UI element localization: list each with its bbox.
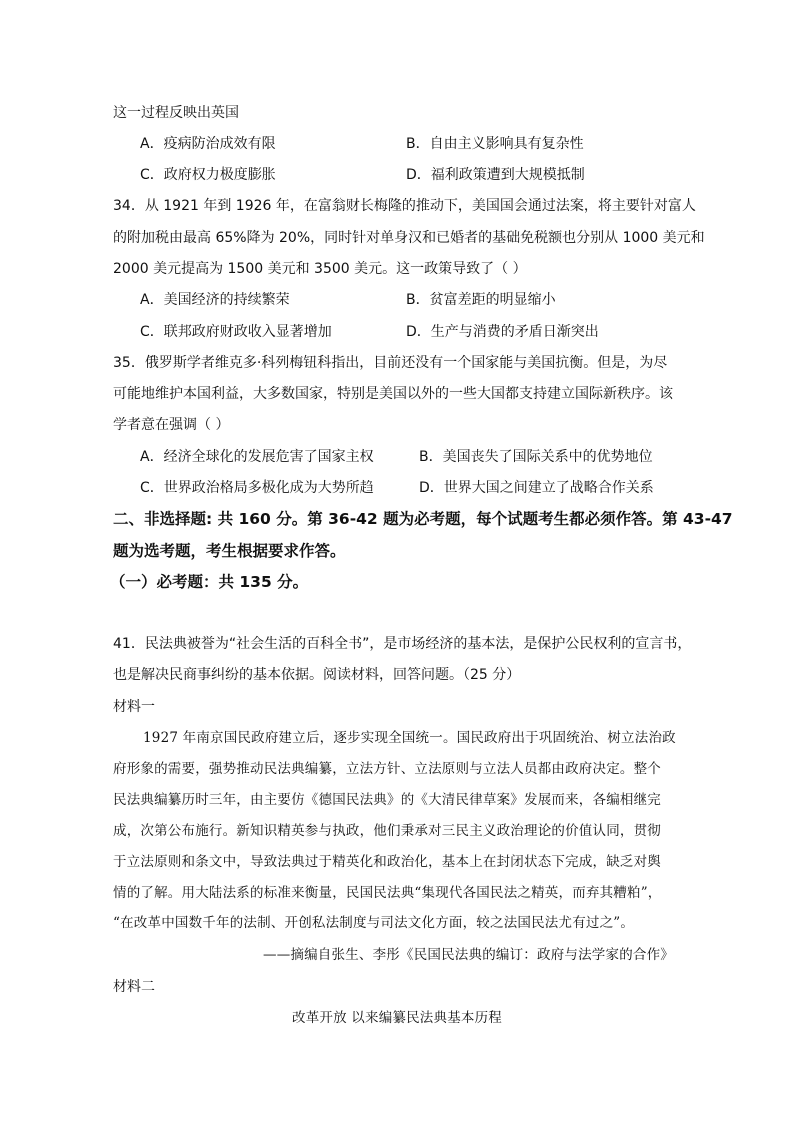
q41-line-1: 41．民法典被誉为“社会生活的百科全书”，是市场经济的基本法，是保护公民权利的宣言书， bbox=[113, 636, 692, 652]
q34-option-d: D．生产与消费的矛盾日渐突出 bbox=[406, 324, 599, 340]
material2-label: 材料二 bbox=[113, 979, 155, 995]
q35-option-d: D．世界大国之间建立了战略合作关系 bbox=[419, 480, 654, 496]
q34-option-b: B．贫富差距的明显缩小 bbox=[406, 292, 556, 308]
material1-source: ——摘编自张生、李彤《民国民法典的编订：政府与法学家的合作》 bbox=[263, 947, 674, 963]
q34-line-3: 2000 美元提高为 1500 美元和 3500 美元。这一政策导致了（ ） bbox=[113, 261, 527, 277]
q33-option-b: B．自由主义影响具有复杂性 bbox=[406, 136, 584, 152]
material1-label: 材料一 bbox=[113, 699, 155, 715]
q35-line-2: 可能地维护本国利益，大多数国家，特别是美国以外的一些大国都支持建立国际新秩序。该 bbox=[113, 386, 673, 402]
q35-line-1: 35．俄罗斯学者维克多·科列梅钮科指出，目前还没有一个国家能与美国抗衡。但是，为尽 bbox=[113, 355, 668, 371]
q33-option-c: C．政府权力极度膨胀 bbox=[140, 167, 276, 183]
q35-option-b: B．美国丧失了国际关系中的优势地位 bbox=[419, 449, 653, 465]
material1-line-4: 成，次第公布施行。新知识精英参与执政，他们秉承对三民主义政治理论的价值认同，贯彻 bbox=[113, 823, 661, 839]
material1-line-3: 民法典编纂历时三年，由主要仿《德国民法典》的《大清民律草案》发展而来，各编相继完 bbox=[113, 792, 661, 808]
q33-option-d: D．福利政策遭到大规模抵制 bbox=[406, 167, 585, 183]
q33-option-a: A．疫病防治成效有限 bbox=[140, 136, 276, 152]
section2-heading-line-1: 二、非选择题: 共 160 分。第 36-42 题为必考题，每个试题考生都必须作答。第 43-47 bbox=[113, 510, 733, 528]
material1-line-6: 情的了解。用大陆法系的标准来衡量，民国民法典“集现代各国民法之精英，而弃其糟粕”， bbox=[113, 885, 662, 901]
q35-option-a: A．经济全球化的发展危害了国家主权 bbox=[140, 449, 374, 465]
section2-subheading: （一）必考题：共 135 分。 bbox=[110, 573, 309, 591]
q34-option-c: C．联邦政府财政收入显著增加 bbox=[140, 324, 332, 340]
material1-line-1: 1927 年南京国民政府建立后，逐步实现全国统一。国民政府出于巩固统治、树立法治政 bbox=[143, 730, 676, 746]
q34-option-a: A．美国经济的持续繁荣 bbox=[140, 292, 290, 308]
q41-line-2: 也是解决民商事纠纷的基本依据。阅读材料，回答问题。（25 分） bbox=[113, 667, 521, 683]
q34-line-1: 34．从 1921 年到 1926 年，在富翁财长梅隆的推动下，美国国会通过法案，将主要针对富人 bbox=[113, 198, 696, 214]
material1-line-5: 于立法原则和条文中，导致法典过于精英化和政治化，基本上在封闭状态下完成，缺乏对舆 bbox=[113, 854, 661, 870]
material1-line-2: 府形象的需要，强势推动民法典编纂，立法方针、立法原则与立法人员都由政府决定。整个 bbox=[113, 761, 661, 777]
q35-line-3: 学者意在强调（ ） bbox=[113, 417, 230, 433]
q33-stem-end: 这一过程反映出英国 bbox=[113, 105, 239, 121]
q35-option-c: C．世界政治格局多极化成为大势所趋 bbox=[140, 480, 374, 496]
material2-caption: 改革开放 以来编纂民法典基本历程 bbox=[292, 1010, 502, 1026]
section2-heading-line-2: 题为选考题，考生根据要求作答。 bbox=[113, 542, 346, 560]
q34-line-2: 的附加税由最高 65%降为 20%，同时针对单身汉和已婚者的基础免税额也分别从 1000 美元和 bbox=[113, 230, 705, 246]
material1-line-7: “在改革中国数千年的法制、开创私法制度与司法文化方面，较之法国民法尤有过之”。 bbox=[113, 915, 635, 931]
